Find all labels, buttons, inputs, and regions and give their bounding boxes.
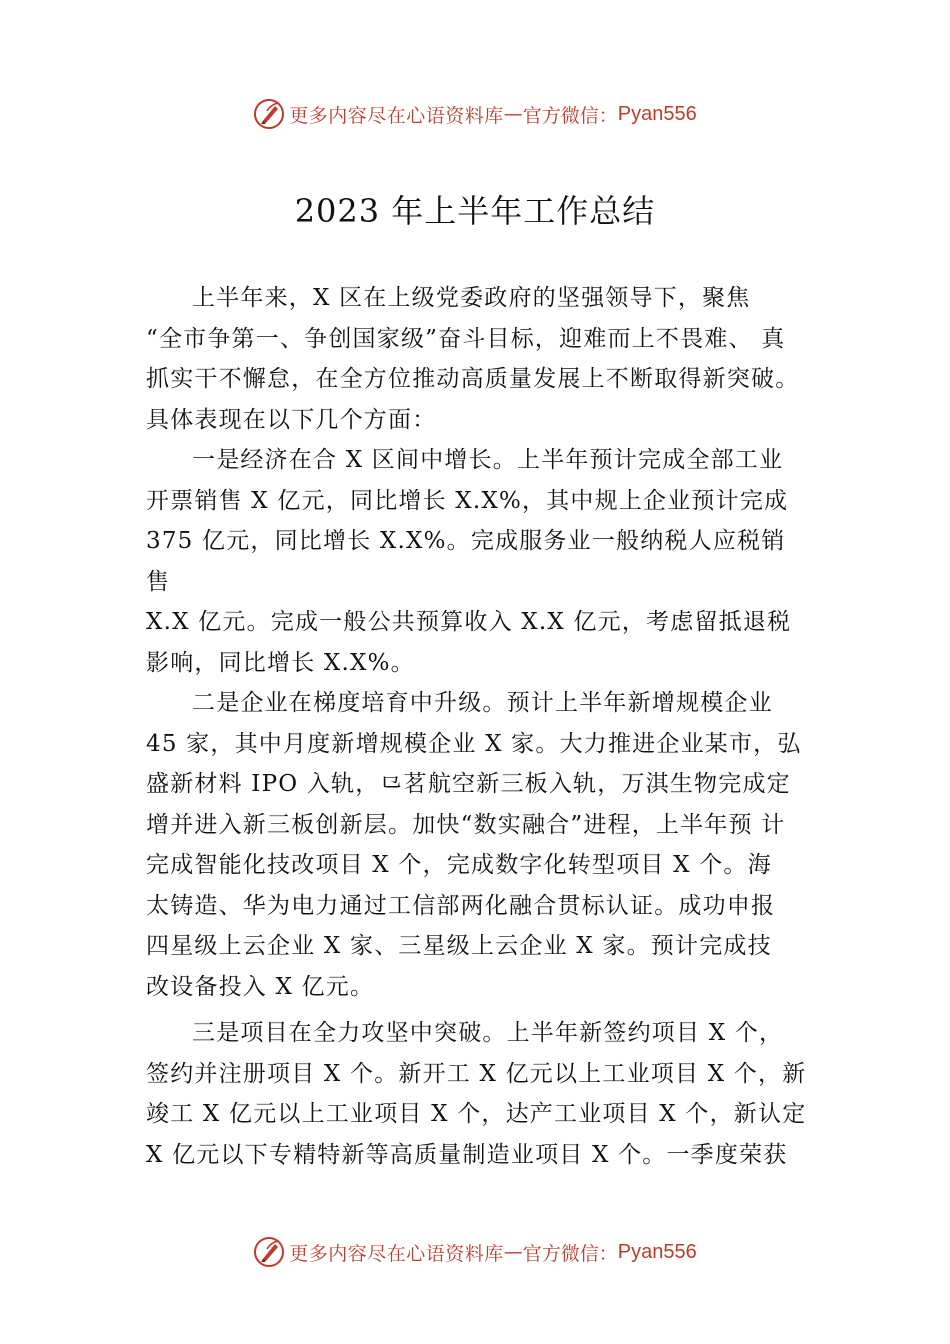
page-title: 2023 年上半年工作总结 <box>294 192 656 230</box>
text-line: 抓实干不懈怠，在全方位推动高质量发展上不断取得新突破。 <box>146 366 800 392</box>
text-line: 四星级上云企业 X 家、三星级上云企业 X 家。预计完成技 <box>146 933 772 959</box>
text-line: 售 <box>146 568 171 595</box>
banner-wechat-id: Pyan556 <box>617 1240 697 1263</box>
pen-feather-logo-icon <box>253 98 285 130</box>
text-line: 竣工 X 亿元以上工业项目 X 个，达产工业项目 X 个，新认定 <box>146 1101 807 1127</box>
banner-separator: — <box>503 1241 523 1263</box>
text-line: 太铸造、华为电力通过工信部两化融合贯标认证。成功申报 <box>146 892 776 919</box>
banner-text: 更多内容尽在心语资料库 <box>289 1242 504 1265</box>
paragraph-economy <box>146 440 836 683</box>
banner-separator: — <box>503 103 523 125</box>
text-line: 三是项目在全力攻坚中突破。上半年新签约项目 X 个， <box>192 1020 784 1046</box>
pen-feather-logo-icon <box>253 1236 285 1268</box>
paragraph-intro <box>146 278 836 440</box>
text-line: 上半年来，X 区在上级党委政府的坚强领导下，聚焦 <box>192 285 751 311</box>
banner-wechat-id: Pyan556 <box>617 102 697 125</box>
text-line: “全市争第一、争创国家级”奋斗目标，迎难而上不畏难、 真 <box>146 325 786 352</box>
paragraph-enterprise <box>146 683 836 1007</box>
footer-watermark-banner <box>0 1232 950 1272</box>
text-line: 改设备投入 X 亿元。 <box>146 973 375 1000</box>
header-watermark-banner <box>0 94 950 134</box>
banner-wechat-label: 官方微信： <box>522 1242 618 1265</box>
text-line: 375 亿元，同比增长 X.X%。完成服务业一般纳税人应税销 <box>146 528 786 554</box>
text-line: 盛新材料 IPO 入轨，⺋茗航空新三板入轨，万淇生物完成定 <box>146 771 791 797</box>
text-line: 完成智能化技改项目 X 个，完成数字化转型项目 X 个。海 <box>146 852 772 878</box>
text-line: 具体表现在以下几个方面： <box>146 406 437 433</box>
text-line: 45 家，其中月度新增规模企业 X 家。大力推进企业某市，弘 <box>146 730 802 757</box>
banner-text: 更多内容尽在心语资料库 <box>289 104 504 127</box>
text-line: 增并进入新三板创新层。加快“数实融合”进程，上半年预 计 <box>146 811 786 838</box>
text-line: 一是经济在合 X 区间中增长。上半年预计完成全部工业 <box>192 447 784 473</box>
document-body <box>146 278 836 1175</box>
text-line: 开票销售 X 亿元，同比增长 X.X%，其中规上企业预计完成 <box>146 487 789 514</box>
text-line: 影响，同比增长 X.X%。 <box>146 649 415 676</box>
banner-wechat-label: 官方微信： <box>522 104 618 127</box>
text-line: 二是企业在梯度培育中升级。预计上半年新增规模企业 <box>192 690 773 716</box>
text-line: X.X 亿元。完成一般公共预算收入 X.X 亿元，考虑留抵退税 <box>146 609 792 635</box>
text-line: 签约并注册项目 X 个。新开工 X 亿元以上工业项目 X 个，新 <box>146 1060 807 1087</box>
paragraph-projects <box>146 1013 836 1175</box>
text-line: X 亿元以下专精特新等高质量制造业项目 X 个。一季度荣获 <box>146 1141 788 1168</box>
